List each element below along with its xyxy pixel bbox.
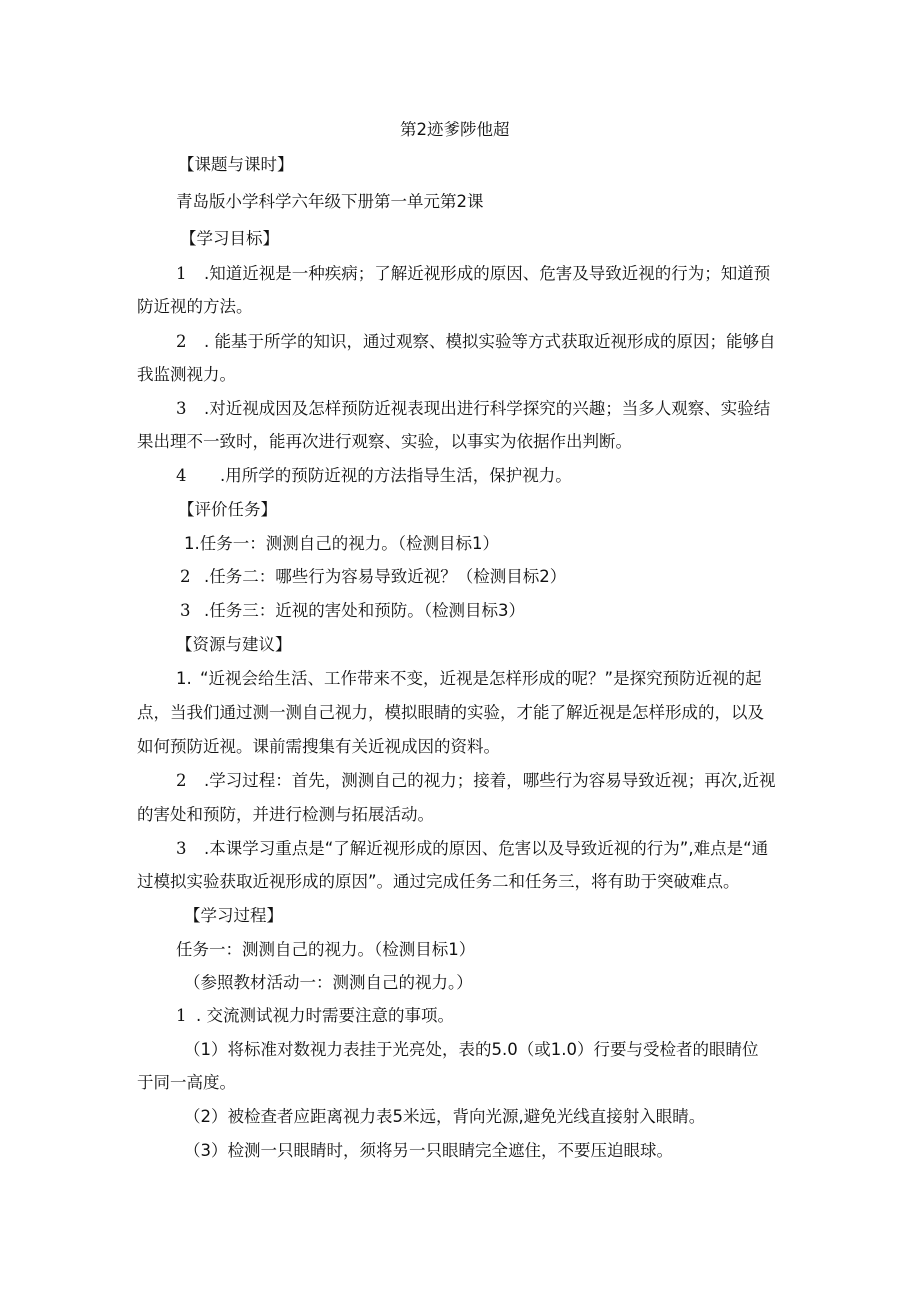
task-item bbox=[180, 600, 525, 622]
resource-number: 2 bbox=[176, 771, 187, 790]
resource-continuation: 的害处和预防，并进行检测与拓展活动。 bbox=[137, 805, 434, 824]
objective-text: .用所学的预防近视的方法指导生活，保护视力。 bbox=[220, 466, 572, 485]
objective-text: .对近视成因及怎样预防近视表现出进行科学探究的兴趣；当多人观察、实验结 bbox=[204, 399, 771, 418]
task-item bbox=[184, 533, 499, 555]
task-number: 2 bbox=[180, 567, 191, 586]
step-text: . 交流测试视力时需要注意的事项。 bbox=[196, 1006, 454, 1025]
process-note: （1）将标准对数视力表挂于光亮处，表的5.0（或1.0）行要与受检者的眼睛位 bbox=[184, 1040, 759, 1059]
process-heading: 【学习过程】 bbox=[184, 906, 283, 925]
objective-number: 2 bbox=[176, 332, 187, 351]
objective-number: 4 bbox=[176, 466, 187, 485]
objective-continuation: 我监测视力。 bbox=[137, 365, 236, 384]
process-note: （2）被检查者应距离视力表5米远，背向光源,避免光线直接射入眼睛。 bbox=[184, 1107, 706, 1126]
objective-text: .知道近视是一种疾病；了解近视形成的原因、危害及导致近视的行为；知道预 bbox=[204, 264, 771, 283]
objective-item bbox=[176, 331, 776, 353]
resource-number: 3 bbox=[176, 839, 187, 858]
course-text: 青岛版小学科学六年级下册第一单元第2课 bbox=[176, 192, 484, 211]
resource-number: 1. bbox=[176, 669, 192, 688]
objective-text: . 能基于所学的知识，通过观察、模拟实验等方式获取近视形成的原因；能够自 bbox=[204, 332, 776, 351]
step-number: 1 bbox=[176, 1006, 187, 1025]
process-task1: 任务一：测测自己的视力。（检测目标1） bbox=[176, 940, 476, 959]
process-note: （3）检测一只眼睛时，须将另一只眼睛完全遮住，不要压迫眼球。 bbox=[184, 1141, 673, 1160]
objective-continuation: 防近视的方法。 bbox=[137, 297, 253, 316]
resource-item bbox=[176, 838, 768, 860]
objective-number: 3 bbox=[176, 399, 187, 418]
objectives-heading: 【学习目标】 bbox=[180, 229, 279, 248]
resource-item bbox=[176, 668, 762, 690]
objective-item bbox=[176, 465, 572, 487]
resource-item bbox=[176, 770, 776, 792]
course-heading: 【课题与课时】 bbox=[178, 155, 294, 174]
process-note-continuation: 于同一高度。 bbox=[137, 1073, 236, 1092]
task-text: .任务二：哪些行为容易导致近视？（检测目标2） bbox=[204, 567, 567, 586]
resource-continuation: 过模拟实验获取近视形成的原因”。通过完成任务二和任务三，将有助于突破难点。 bbox=[137, 872, 740, 891]
task-item bbox=[180, 566, 566, 588]
resource-text: .学习过程：首先，测测自己的视力；接着，哪些行为容易导致近视；再次,近视 bbox=[204, 771, 776, 790]
task-text: .任务三：近视的害处和预防。（检测目标3） bbox=[204, 601, 525, 620]
page-title: 第2迹爹陟他超 bbox=[400, 120, 510, 139]
resource-text: “近视会给生活、工作带来不变，近视是怎样形成的呢？”是探究预防近视的起 bbox=[200, 669, 762, 688]
tasks-heading: 【评价任务】 bbox=[178, 500, 277, 519]
resource-text: .本课学习重点是“了解近视形成的原因、危害以及导致近视的行为”,难点是“通 bbox=[204, 839, 769, 858]
resource-continuation: 点，当我们通过测一测自己视力，模拟眼睛的实验，才能了解近视是怎样形成的，以及 bbox=[137, 703, 764, 722]
task-text: .任务一：测测自己的视力。（检测目标1） bbox=[194, 534, 499, 553]
resources-heading: 【资源与建议】 bbox=[176, 635, 292, 654]
task-number: 1 bbox=[184, 534, 195, 553]
objective-item bbox=[176, 398, 770, 420]
resource-continuation: 如何预防近视。课前需搜集有关近视成因的资料。 bbox=[137, 737, 500, 756]
process-step bbox=[176, 1005, 454, 1027]
objective-item bbox=[176, 263, 770, 285]
task-number: 3 bbox=[180, 601, 191, 620]
objective-continuation: 果出理不一致时，能再次进行观察、实验，以事实为依据作出判断。 bbox=[137, 432, 632, 451]
process-reference: （参照教材活动一：测测自己的视力。） bbox=[184, 973, 473, 992]
objective-number: 1 bbox=[176, 264, 187, 283]
